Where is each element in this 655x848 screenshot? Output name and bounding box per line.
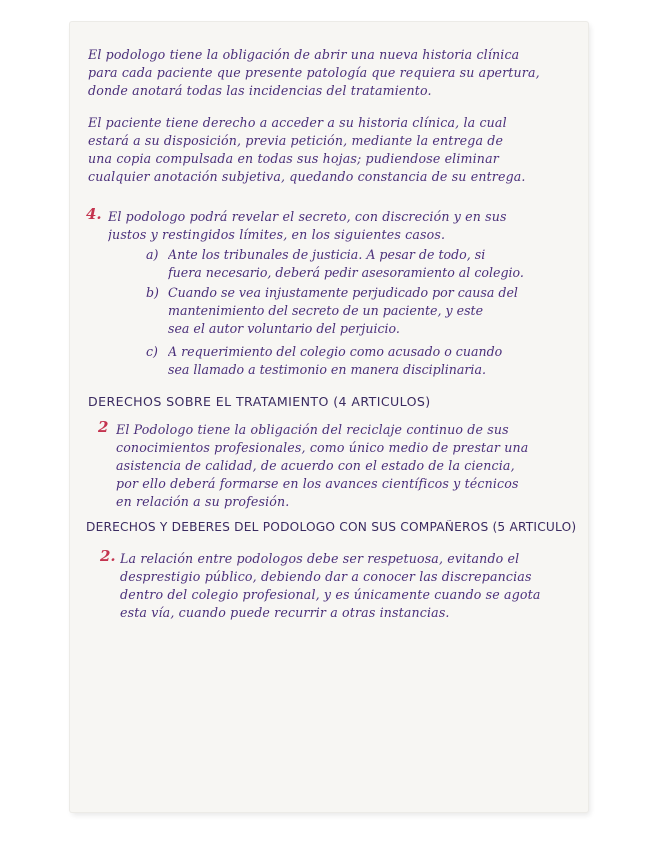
item-number: 2 [98,418,109,436]
subitem-marker: a) [146,247,159,262]
section-heading-companeros: DERECHOS Y DEBERES DEL PODOLOGO CON SUS COMPAÑEROS (5 ARTICULO) [86,520,577,534]
subitem-b [146,284,572,338]
text-line: dentro del colegio profesional, y es únicamente cuando se agota [120,587,541,602]
text-line: sea el autor voluntario del perjuicio. [168,321,400,336]
text-line: El Podologo tiene la obligación del reciclaje continuo de sus [116,422,509,437]
paragraph-acceso-historia [88,114,568,186]
text-line: por ello deberá formarse en los avances científicos y técnicos [116,476,519,491]
text-line: El podologo tiene la obligación de abrir una nueva historia clínica [88,47,520,62]
text-line: mantenimiento del secreto de un paciente, y este [168,303,484,318]
text-line: cualquier anotación subjetiva, quedando constancia de su entrega. [88,169,526,184]
text-line: donde anotará todas las incidencias del tratamiento. [88,83,432,98]
text-line: esta vía, cuando puede recurrir a otras instancias. [120,605,450,620]
text-line: El podologo podrá revelar el secreto, con discreción y en sus [108,209,507,224]
text-line: Cuando se vea injustamente perjudicado por causa del [168,285,518,300]
item-2-reciclaje-text [116,421,572,511]
text-line: Ante los tribunales de justicia. A pesar de todo, si [168,247,486,262]
text-line: estará a su disposición, previa petición, mediante la entrega de [88,133,504,148]
subitem-marker: c) [146,344,158,359]
text-line: una copia compulsada en todas sus hojas; pudiendose eliminar [88,151,499,166]
section-heading-tratamiento: DERECHOS SOBRE EL TRATAMIENTO (4 ARTICULOS) [88,394,431,409]
text-line: La relación entre podologos debe ser respetuosa, evitando el [120,551,520,566]
subitem-c [146,343,572,379]
item-number: 2. [100,547,116,565]
text-line: desprestigio público, debiendo dar a conocer las discrepancias [120,569,532,584]
item-2-relacion-text [120,550,572,622]
item-4-text [108,208,568,244]
text-line: fuera necesario, deberá pedir asesoramiento al colegio. [168,265,524,280]
text-line: conocimientos profesionales, como único medio de prestar una [116,440,529,455]
subitem-a [146,246,572,282]
text-line: asistencia de calidad, de acuerdo con el estado de la ciencia, [116,458,515,473]
text-line: A requerimiento del colegio como acusado o cuando [168,344,503,359]
text-line: sea llamado a testimonio en manera disciplinaria. [168,362,486,377]
paragraph-historia-clinica [88,46,568,100]
text-line: en relación a su profesión. [116,494,290,509]
text-line: justos y restingidos límites, en los siguientes casos. [108,227,446,242]
text-line: El paciente tiene derecho a acceder a su historia clínica, la cual [88,115,507,130]
text-line: para cada paciente que presente patología que requiera su apertura, [88,65,540,80]
subitem-marker: b) [146,285,159,300]
item-number: 4. [86,205,102,223]
